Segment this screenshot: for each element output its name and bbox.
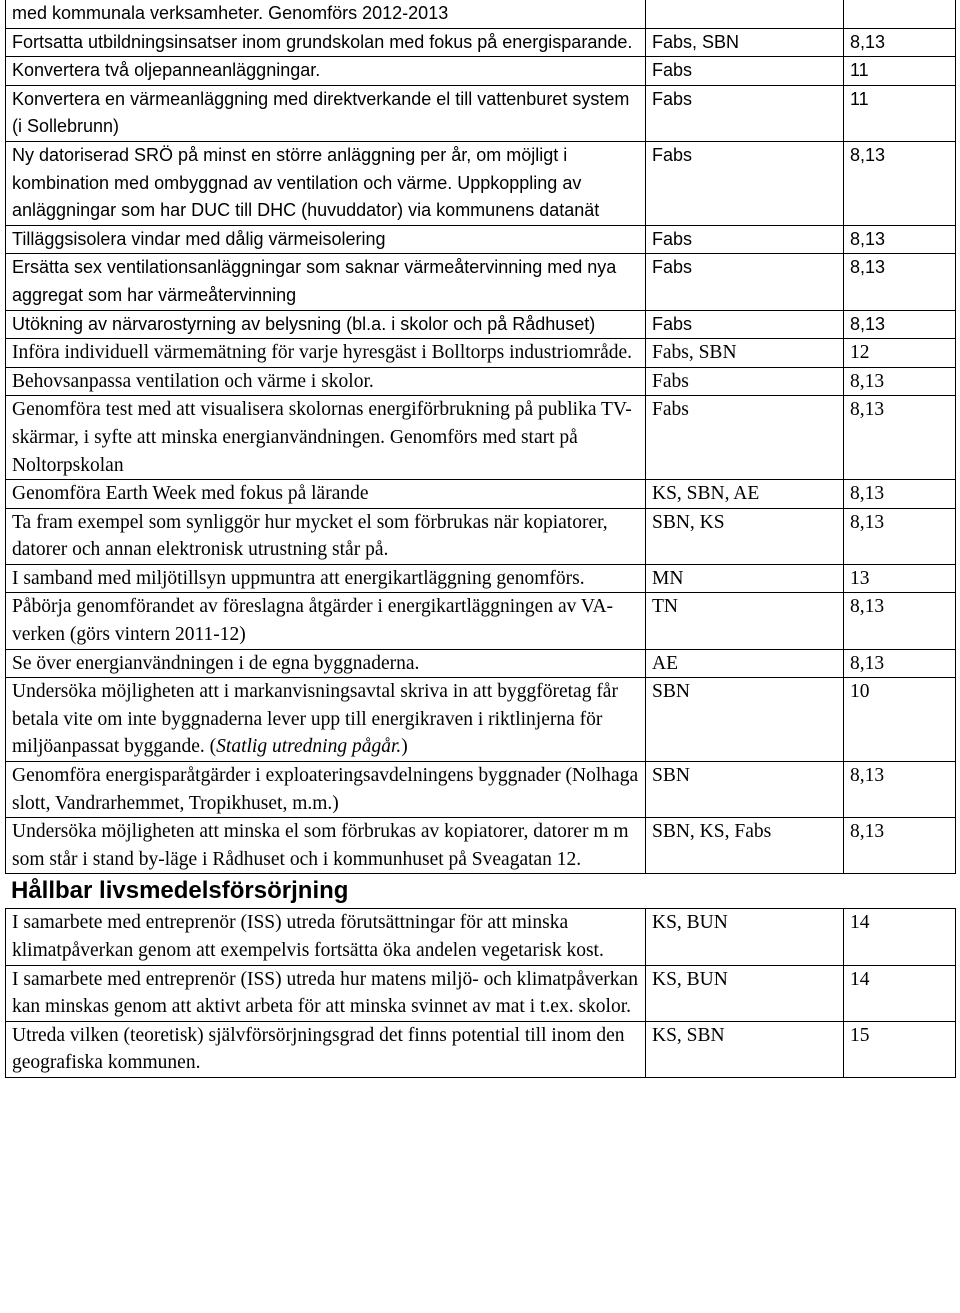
action-cell: Undersöka möjligheten att minska el som förbrukas av kopiatorer, datorer m m som står i stand by-läge i Rådhuset och i kommunhuset på Sveagatan 12. [6, 818, 646, 874]
table-row [6, 28, 956, 57]
action-cell [6, 678, 646, 762]
table-row [6, 1021, 956, 1077]
responsible-cell: TN [646, 593, 844, 649]
measures-table [5, 0, 956, 874]
action-cell: Genomföra test med att visualisera skolornas energiförbrukning på publika TV-skärmar, i syfte att minska energianvändningen. Genomförs med start på Noltorpskolan [6, 396, 646, 480]
goal-cell: 8,13 [844, 593, 956, 649]
goal-cell: 11 [844, 57, 956, 86]
table-row [6, 367, 956, 396]
action-cell: Utreda vilken (teoretisk) självförsörjningsgrad det finns potential till inom den geografiska kommunen. [6, 1021, 646, 1077]
responsible-cell: MN [646, 564, 844, 593]
responsible-cell: KS, BUN [646, 965, 844, 1021]
goal-cell: 11 [844, 85, 956, 141]
responsible-cell: SBN, KS [646, 508, 844, 564]
responsible-cell: SBN [646, 678, 844, 762]
goal-cell: 14 [844, 909, 956, 965]
action-cell: Behovsanpassa ventilation och värme i skolor. [6, 367, 646, 396]
table-row [6, 965, 956, 1021]
responsible-cell: Fabs [646, 367, 844, 396]
table-row [6, 339, 956, 368]
responsible-cell: Fabs [646, 57, 844, 86]
responsible-cell: Fabs [646, 396, 844, 480]
goal-cell: 8,13 [844, 480, 956, 509]
action-cell: I samarbete med entreprenör (ISS) utreda hur matens miljö- och klimatpåverkan kan minskas genom att aktivt arbeta för att minska svinnet av mat i t.ex. skolor. [6, 965, 646, 1021]
goal-cell: 8,13 [844, 396, 956, 480]
action-cell: Ny datoriserad SRÖ på minst en större anläggning per år, om möjligt i kombination med ombyggnad av ventilation och värme. Uppkoppling av anläggningar som har DUC till DHC (huvuddator) via kommunens datanät [6, 141, 646, 225]
goal-cell: 8,13 [844, 254, 956, 310]
responsible-cell: AE [646, 649, 844, 678]
action-text-end: ) [401, 736, 408, 758]
table-row [6, 0, 956, 28]
goal-cell: 15 [844, 1021, 956, 1077]
action-cell: I samarbete med entreprenör (ISS) utreda förutsättningar för att minska klimatpåverkan genom att exempelvis fortsätta öka andelen vegetarisk kost. [6, 909, 646, 965]
goal-cell: 8,13 [844, 28, 956, 57]
action-cell: Påbörja genomförandet av föreslagna åtgärder i energikartläggningen av VA-verken (görs vintern 2011-12) [6, 593, 646, 649]
table-row [6, 508, 956, 564]
responsible-cell: Fabs [646, 254, 844, 310]
action-cell: Ersätta sex ventilationsanläggningar som saknar värmeåtervinning med nya aggregat som har värmeåtervinning [6, 254, 646, 310]
table-row [6, 225, 956, 254]
responsible-cell: KS, BUN [646, 909, 844, 965]
responsible-cell: Fabs [646, 85, 844, 141]
responsible-cell: Fabs [646, 225, 844, 254]
action-cell: Genomföra Earth Week med fokus på lärande [6, 480, 646, 509]
goal-cell: 8,13 [844, 649, 956, 678]
responsible-cell: KS, SBN, AE [646, 480, 844, 509]
responsible-cell: Fabs [646, 141, 844, 225]
action-cell: Tilläggsisolera vindar med dålig värmeisolering [6, 225, 646, 254]
goal-cell: 8,13 [844, 508, 956, 564]
action-note-italic: Statlig utredning pågår. [216, 736, 402, 758]
food-measures-table [5, 908, 956, 1078]
table-row [6, 564, 956, 593]
goal-cell: 14 [844, 965, 956, 1021]
table-row [6, 310, 956, 339]
responsible-cell: SBN [646, 762, 844, 818]
table-row [6, 649, 956, 678]
responsible-cell [646, 0, 844, 28]
table-row [6, 762, 956, 818]
action-cell: Ta fram exempel som synliggör hur mycket el som förbrukas när kopiatorer, datorer och annan elektronisk utrustning står på. [6, 508, 646, 564]
section-heading: Hållbar livsmedelsförsörjning [11, 877, 349, 905]
action-cell: Konvertera två oljepanneanläggningar. [6, 57, 646, 86]
action-cell: I samband med miljötillsyn uppmuntra att energikartläggning genomförs. [6, 564, 646, 593]
action-text: Undersöka möjligheten att i markanvisningsavtal skriva in att byggföretag får betala vite om inte byggnaderna lever upp till energikraven i riktlinjerna för miljöanpassat byggande. ( [12, 681, 618, 758]
action-cell: Fortsatta utbildningsinsatser inom grundskolan med fokus på energisparande. [6, 28, 646, 57]
table-row [6, 85, 956, 141]
responsible-cell: Fabs, SBN [646, 28, 844, 57]
responsible-cell: KS, SBN [646, 1021, 844, 1077]
goal-cell: 12 [844, 339, 956, 368]
table-row [6, 57, 956, 86]
table-row [6, 480, 956, 509]
table-row [6, 909, 956, 965]
table-row [6, 818, 956, 874]
action-cell: Införa individuell värmemätning för varje hyresgäst i Bolltorps industriområde. [6, 339, 646, 368]
table-row [6, 678, 956, 762]
goal-cell: 8,13 [844, 367, 956, 396]
action-cell: Konvertera en värmeanläggning med direktverkande el till vattenburet system (i Sollebrunn) [6, 85, 646, 141]
action-cell: Utökning av närvarostyrning av belysning (bl.a. i skolor och på Rådhuset) [6, 310, 646, 339]
goal-cell: 13 [844, 564, 956, 593]
responsible-cell: SBN, KS, Fabs [646, 818, 844, 874]
responsible-cell: Fabs [646, 310, 844, 339]
goal-cell: 8,13 [844, 141, 956, 225]
document-page [5, 0, 955, 1078]
goal-cell: 8,13 [844, 818, 956, 874]
goal-cell: 10 [844, 678, 956, 762]
goal-cell: 8,13 [844, 310, 956, 339]
action-cell: med kommunala verksamheter. Genomförs 2012-2013 [6, 0, 646, 28]
table-row [6, 141, 956, 225]
action-cell: Genomföra energisparåtgärder i exploateringsavdelningens byggnader (Nolhaga slott, Vandrarhemmet, Tropikhuset, m.m.) [6, 762, 646, 818]
action-cell: Se över energianvändningen i de egna byggnaderna. [6, 649, 646, 678]
table-row [6, 396, 956, 480]
goal-cell: 8,13 [844, 762, 956, 818]
table-row [6, 593, 956, 649]
goal-cell [844, 0, 956, 28]
goal-cell: 8,13 [844, 225, 956, 254]
table-row [6, 254, 956, 310]
responsible-cell: Fabs, SBN [646, 339, 844, 368]
